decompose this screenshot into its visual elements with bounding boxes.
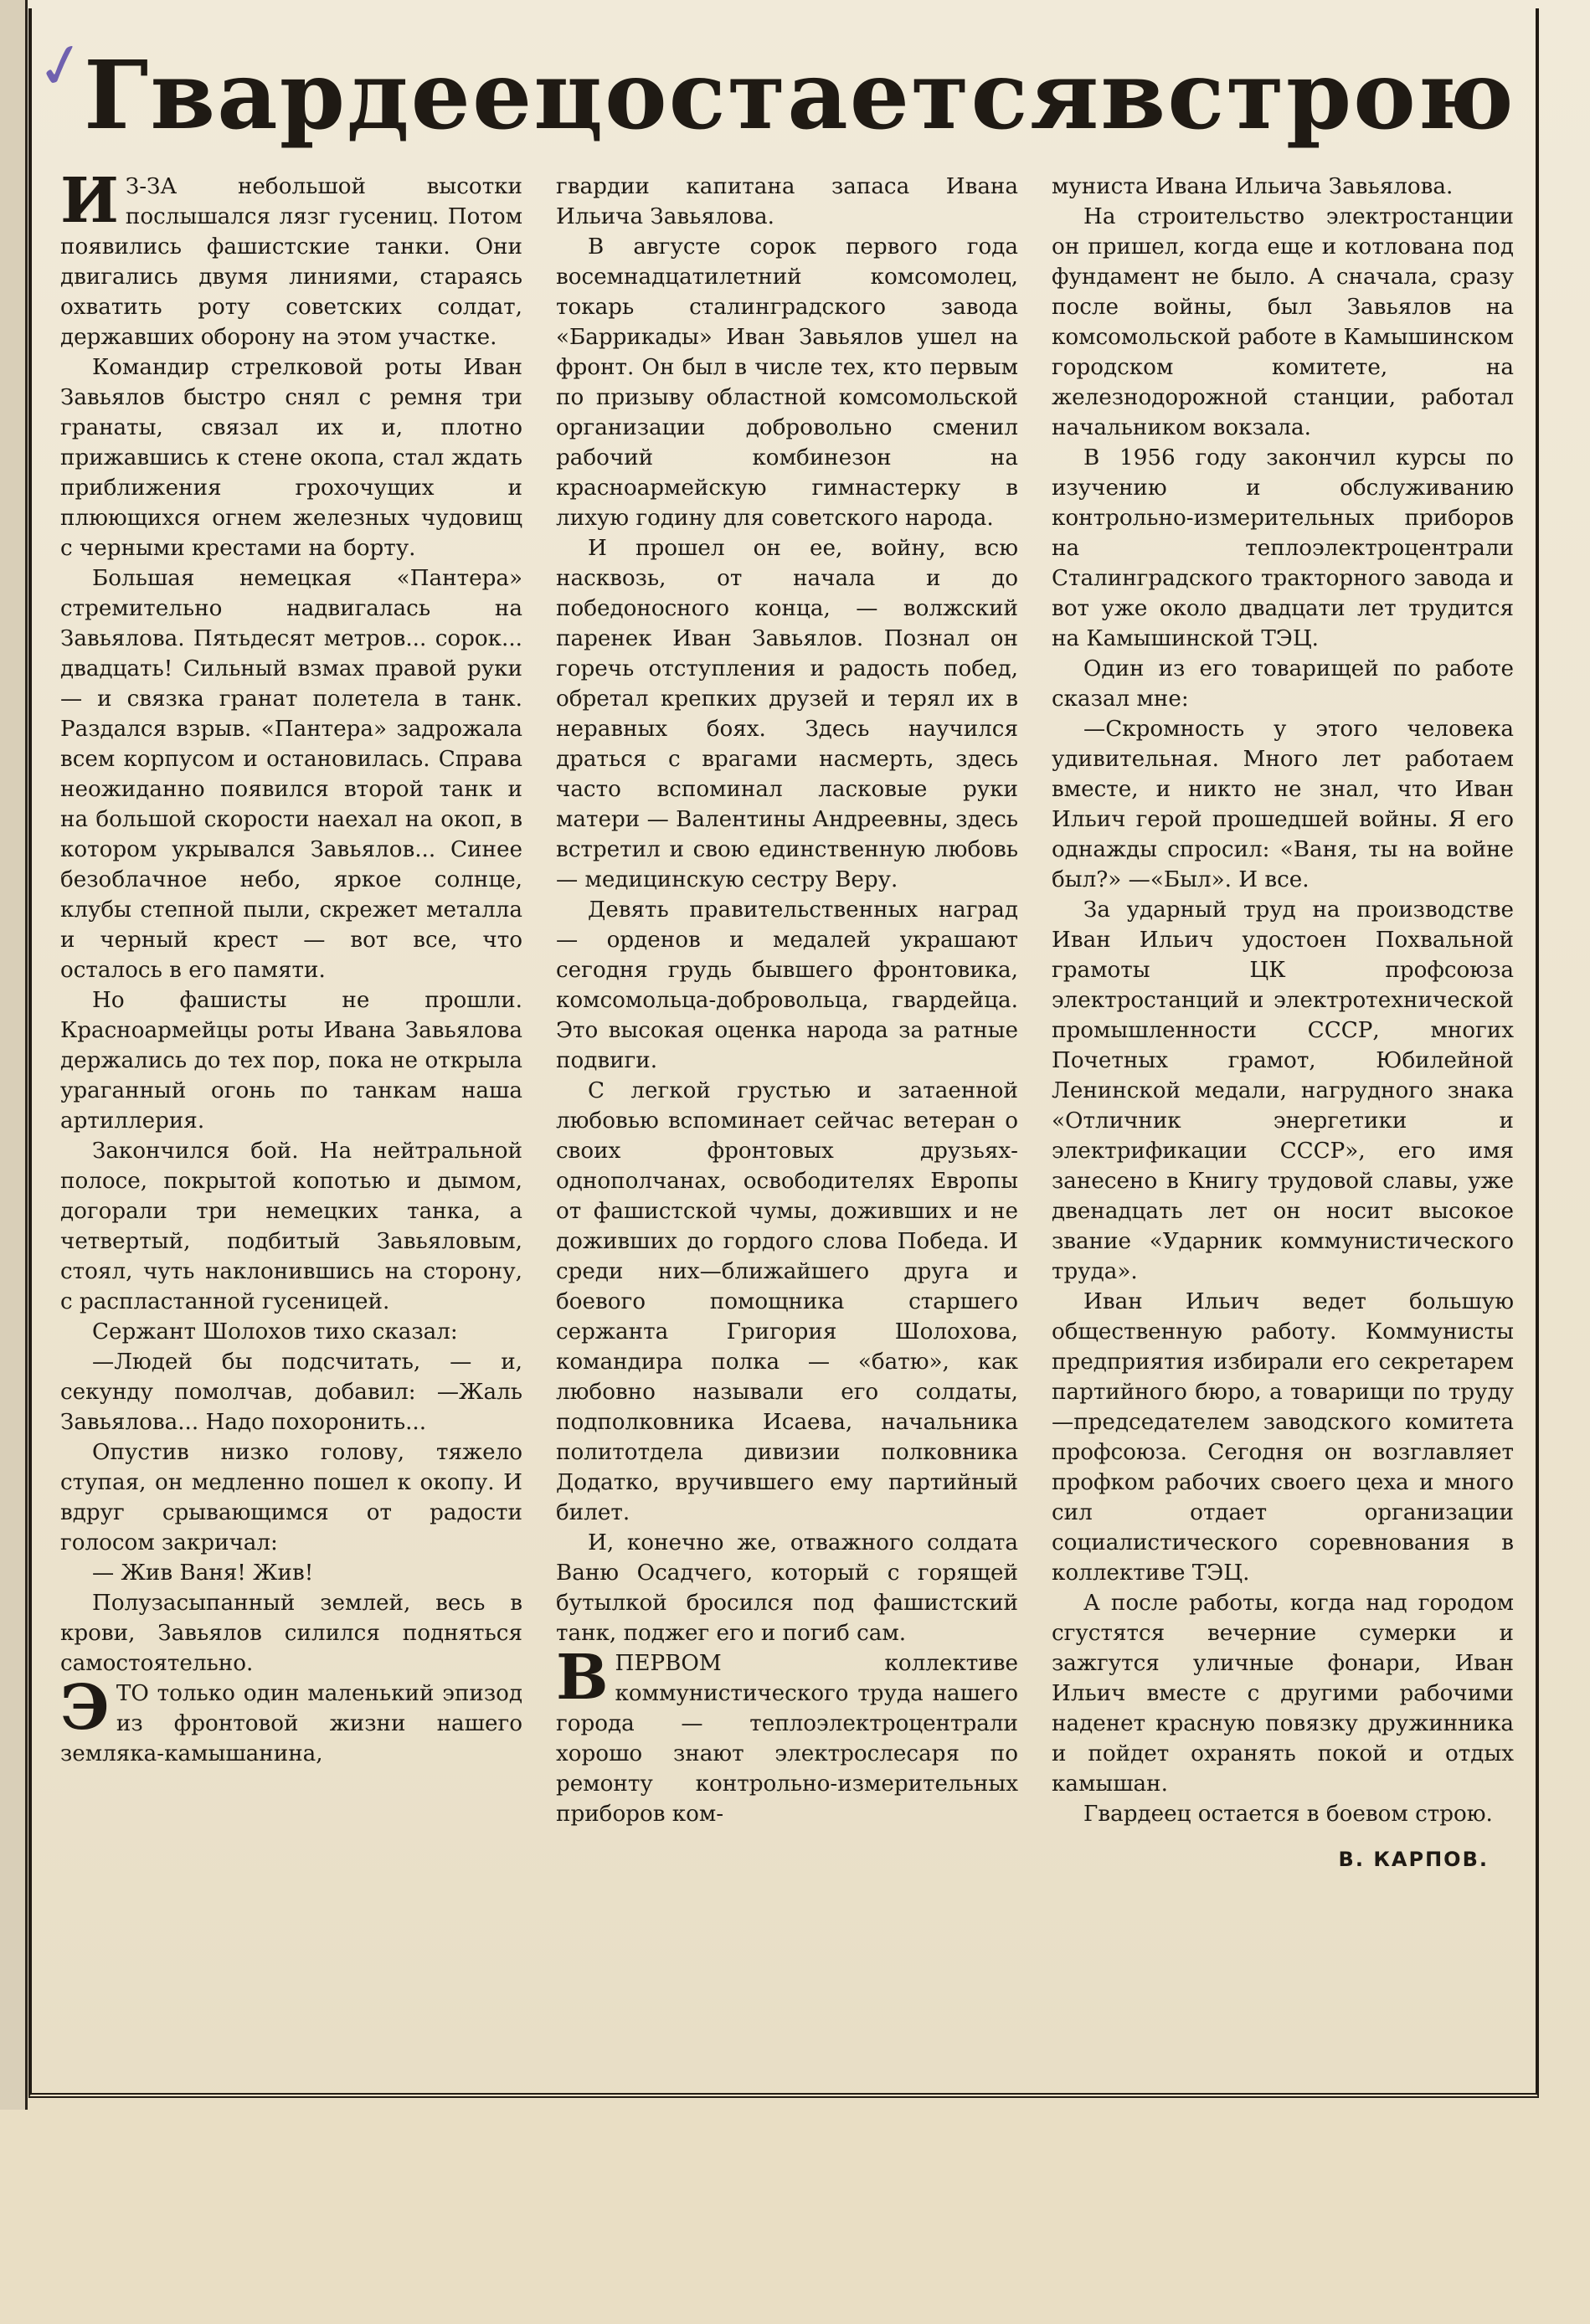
paragraph-text: ПЕРВОМ коллективе коммунистического труда нашего города — теплоэлектроцентрали хорошо знают электрослесаря по ремонту контрольно-измерительных приборов ком-	[556, 1651, 1018, 1827]
paragraph-text: Иван Ильич ведет большую общественную работу. Коммунисты предприятия избирали его секретарем партийного бюро, а товарищи по труду—председателем заводского комитета профсоюза. Сегодня он возглавляет профком рабочих своего цеха и много сил отдает организации социалистического соревнования в коллективе ТЭЦ.	[1052, 1289, 1514, 1586]
article-paragraph	[60, 985, 522, 1136]
article-paragraph	[60, 352, 522, 563]
paragraph-text: — Жив Ваня! Жив!	[92, 1560, 314, 1586]
article-paragraph	[556, 232, 1018, 533]
article-body	[60, 172, 1514, 2055]
article-paragraph	[60, 1672, 522, 1769]
page-bottom-margin	[0, 2110, 1590, 2324]
article-paragraph	[1052, 202, 1514, 443]
paragraph-text: Большая немецкая «Пантера» стремительно надвигалась на Завьялова. Пятьдесят метров... сорок... двадцать! Сильный взмах правой руки — и связка гранат полетела в танк. Раздался взрыв. «Пантера» задрожала всем корпусом и остановилась. Справа неожиданно появился второй танк и на большой скорости наехал на окоп, в котором укрывался Завьялов... Синее безоблачное небо, яркое солнце, клубы степной пыли, скрежет металла и черный крест — вот все, что осталось в его памяти.	[60, 566, 522, 983]
paragraph-text: —Людей бы подсчитать, — и, секунду помолчав, добавил: —Жаль Завьялова... Надо похоронить...	[60, 1350, 522, 1435]
article-paragraph	[60, 1317, 522, 1347]
paragraph-text: И прошел он ее, войну, всю насквозь, от начала и до победоносного конца, — волжский паренек Иван Завьялов. Познал он горечь отступления и радость побед, обретал крепких друзей и терял их в неравных боях. Здесь научился драться с врагами насмерть, здесь часто вспоминал ласковые руки матери — Валентины Андреевны, здесь встретил и свою единственную любовь — медицинскую сестру Веру.	[556, 536, 1018, 892]
text-column-2	[556, 172, 1018, 2055]
article-paragraph	[60, 1136, 522, 1317]
paragraph-text: Один из его товарищей по работе сказал мне:	[1052, 656, 1514, 712]
paragraph-text: —Скромность у этого человека удивительная. Много лет работаем вместе, и никто не знал, что Иван Ильич герой прошедшей войны. Я его однажды спросил: «Ваня, ты на войне был?» —«Был». И все.	[1052, 717, 1514, 892]
paragraph-text: Командир стрелковой роты Иван Завьялов быстро снял с ремня три гранаты, связал их и, плотно прижавшись к стене окопа, стал ждать приближения грохочущих и плюющихся огнем железных чудовищ с черными крестами на борту.	[60, 355, 522, 561]
paragraph-text: В 1956 году закончил курсы по изучению и обслуживанию контрольно-измерительных приборов на теплоэлектроцентрали Сталинградского тракторного завода и вот уже около двадцати лет трудится на Камышинской ТЭЦ.	[1052, 445, 1514, 651]
paragraph-text: Опустив низко голову, тяжело ступая, он медленно пошел к окопу. И вдруг срывающимся от радости голосом закричал:	[60, 1440, 522, 1555]
article-paragraph	[1052, 654, 1514, 714]
article-paragraph	[1052, 1588, 1514, 1799]
paragraph-text: А после работы, когда над городом сгустятся вечерние сумерки и зажгутся уличные фонари, Иван Ильич вместе с другими рабочими наденет красную повязку дружинника и пойдет охранять покой и отдых камышан.	[1052, 1591, 1514, 1797]
text-column-3	[1052, 172, 1514, 2055]
paragraph-text: С легкой грустью и затаенной любовью вспоминает сейчас ветеран о своих фронтовых друзьях-однополчанах, освободителях Европы от фашистской чумы, доживших и не доживших до гордого слова Победа. И среди них—ближайшего друга и боевого помощника старшего сержанта Григория Шолохова, командира полка — «батю», как любовно называли его солдаты, подполковника Исаева, начальника политотдела дивизии полковника Додатко, вручившего ему партийный билет.	[556, 1078, 1018, 1525]
article-paragraph	[1052, 1287, 1514, 1588]
article-paragraph	[1052, 1799, 1514, 1829]
paragraph-text: Полузасыпанный землей, весь в крови, Завьялов силился подняться самостоятельно.	[60, 1591, 522, 1676]
article-paragraph	[556, 1528, 1018, 1648]
paragraph-text: ТО только один маленький эпизод из фронтовой жизни нашего земляка-камышанина,	[60, 1681, 522, 1766]
article-paragraph	[1052, 895, 1514, 1287]
paragraph-text: Девять правительственных наград — орденов и медалей украшают сегодня грудь бывшего фронтовика, комсомольца-добровольца, гвардейца. Это высокая оценка народа за ратные подвиги.	[556, 897, 1018, 1073]
headline-word: в	[1100, 41, 1168, 151]
article-paragraph	[60, 172, 522, 352]
drop-cap: Э	[60, 1672, 110, 1744]
article-paragraph	[1052, 443, 1514, 654]
paragraph-text: Гвардеец остается в боевом строю.	[1083, 1802, 1493, 1827]
handwritten-mark: ✓	[28, 26, 94, 105]
headline-word: остается	[604, 41, 1101, 151]
headline-word: Гвардеец	[84, 41, 605, 151]
paragraph-text: И, конечно же, отважного солдата Ваню Осадчего, который с горящей бутылкой бросился под фашистский танк, поджег его и погиб сам.	[556, 1530, 1018, 1646]
article-paragraph	[1052, 172, 1514, 202]
text-column-1	[60, 172, 522, 2055]
article-paragraph	[60, 1437, 522, 1558]
drop-cap: И	[60, 172, 119, 237]
paragraph-text: гвардии капитана запаса Ивана Ильича Завьялова.	[556, 174, 1018, 229]
article-paragraph	[556, 1076, 1018, 1528]
paragraph-text: Закончился бой. На нейтральной полосе, покрытой копотью и дымом, догорали три немецких танка, а четвертый, подбитый Завьяловым, стоял, чуть наклонившись на сторону, с распластанной гусеницей.	[60, 1139, 522, 1314]
paragraph-text: Но фашисты не прошли. Красноармейцы роты Ивана Завьялова держались до тех пор, пока не открыла ураганный огонь по танкам наша артиллерия.	[60, 988, 522, 1134]
paragraph-text: муниста Ивана Ильича Завьялова.	[1052, 174, 1454, 199]
left-margin-strip	[0, 0, 28, 2110]
drop-cap: В	[556, 1642, 609, 1714]
author-signature: В. КАРПОВ.	[1338, 1848, 1489, 1871]
article-paragraph	[60, 563, 522, 985]
article-paragraph	[556, 172, 1018, 232]
article-paragraph	[60, 1558, 522, 1588]
paragraph-text: За ударный труд на производстве Иван Ильич удостоен Похвальной грамоты ЦК профсоюза электростанций и электротехнической промышленности СССР, многих Почетных грамот, Юбилейной Ленинской медали, нагрудного знака «Отличник энергетики и электрификации СССР», его имя занесено в Книгу трудовой славы, уже двенадцать лет он носит высокое звание «Ударник коммунистического труда».	[1052, 897, 1514, 1284]
paragraph-text: Сержант Шолохов тихо сказал:	[92, 1319, 458, 1345]
article-paragraph	[60, 1347, 522, 1437]
article-paragraph	[1052, 714, 1514, 895]
article-paragraph	[556, 895, 1018, 1076]
article-paragraph	[556, 533, 1018, 895]
article-paragraph	[60, 1588, 522, 1679]
paragraph-text: З-ЗА небольшой высотки послышался лязг гусениц. Потом появились фашистские танки. Они двигались двумя линиями, стараясь охватить роту советских солдат, державших оборону на этом участке.	[60, 174, 522, 350]
headline-word: строю	[1167, 41, 1515, 151]
article-headline	[84, 33, 1515, 159]
article-paragraph	[556, 1642, 1018, 1829]
paragraph-text: В августе сорок первого года восемнадцатилетний комсомолец, токарь сталинградского завода «Баррикады» Иван Завьялов ушел на фронт. Он был в числе тех, кто первым по призыву областной комсомольской организации добровольно сменил рабочий комбинезон на красноармейскую гимнастерку в лихую годину для советского народа.	[556, 234, 1018, 531]
paragraph-text: На строительство электростанции он пришел, когда еще и котлована под фундамент не было. А сначала, сразу после войны, был Завьялов на комсомольской работе в Камышинском городском комитете, на железнодорожной станции, работал начальником вокзала.	[1052, 204, 1514, 440]
